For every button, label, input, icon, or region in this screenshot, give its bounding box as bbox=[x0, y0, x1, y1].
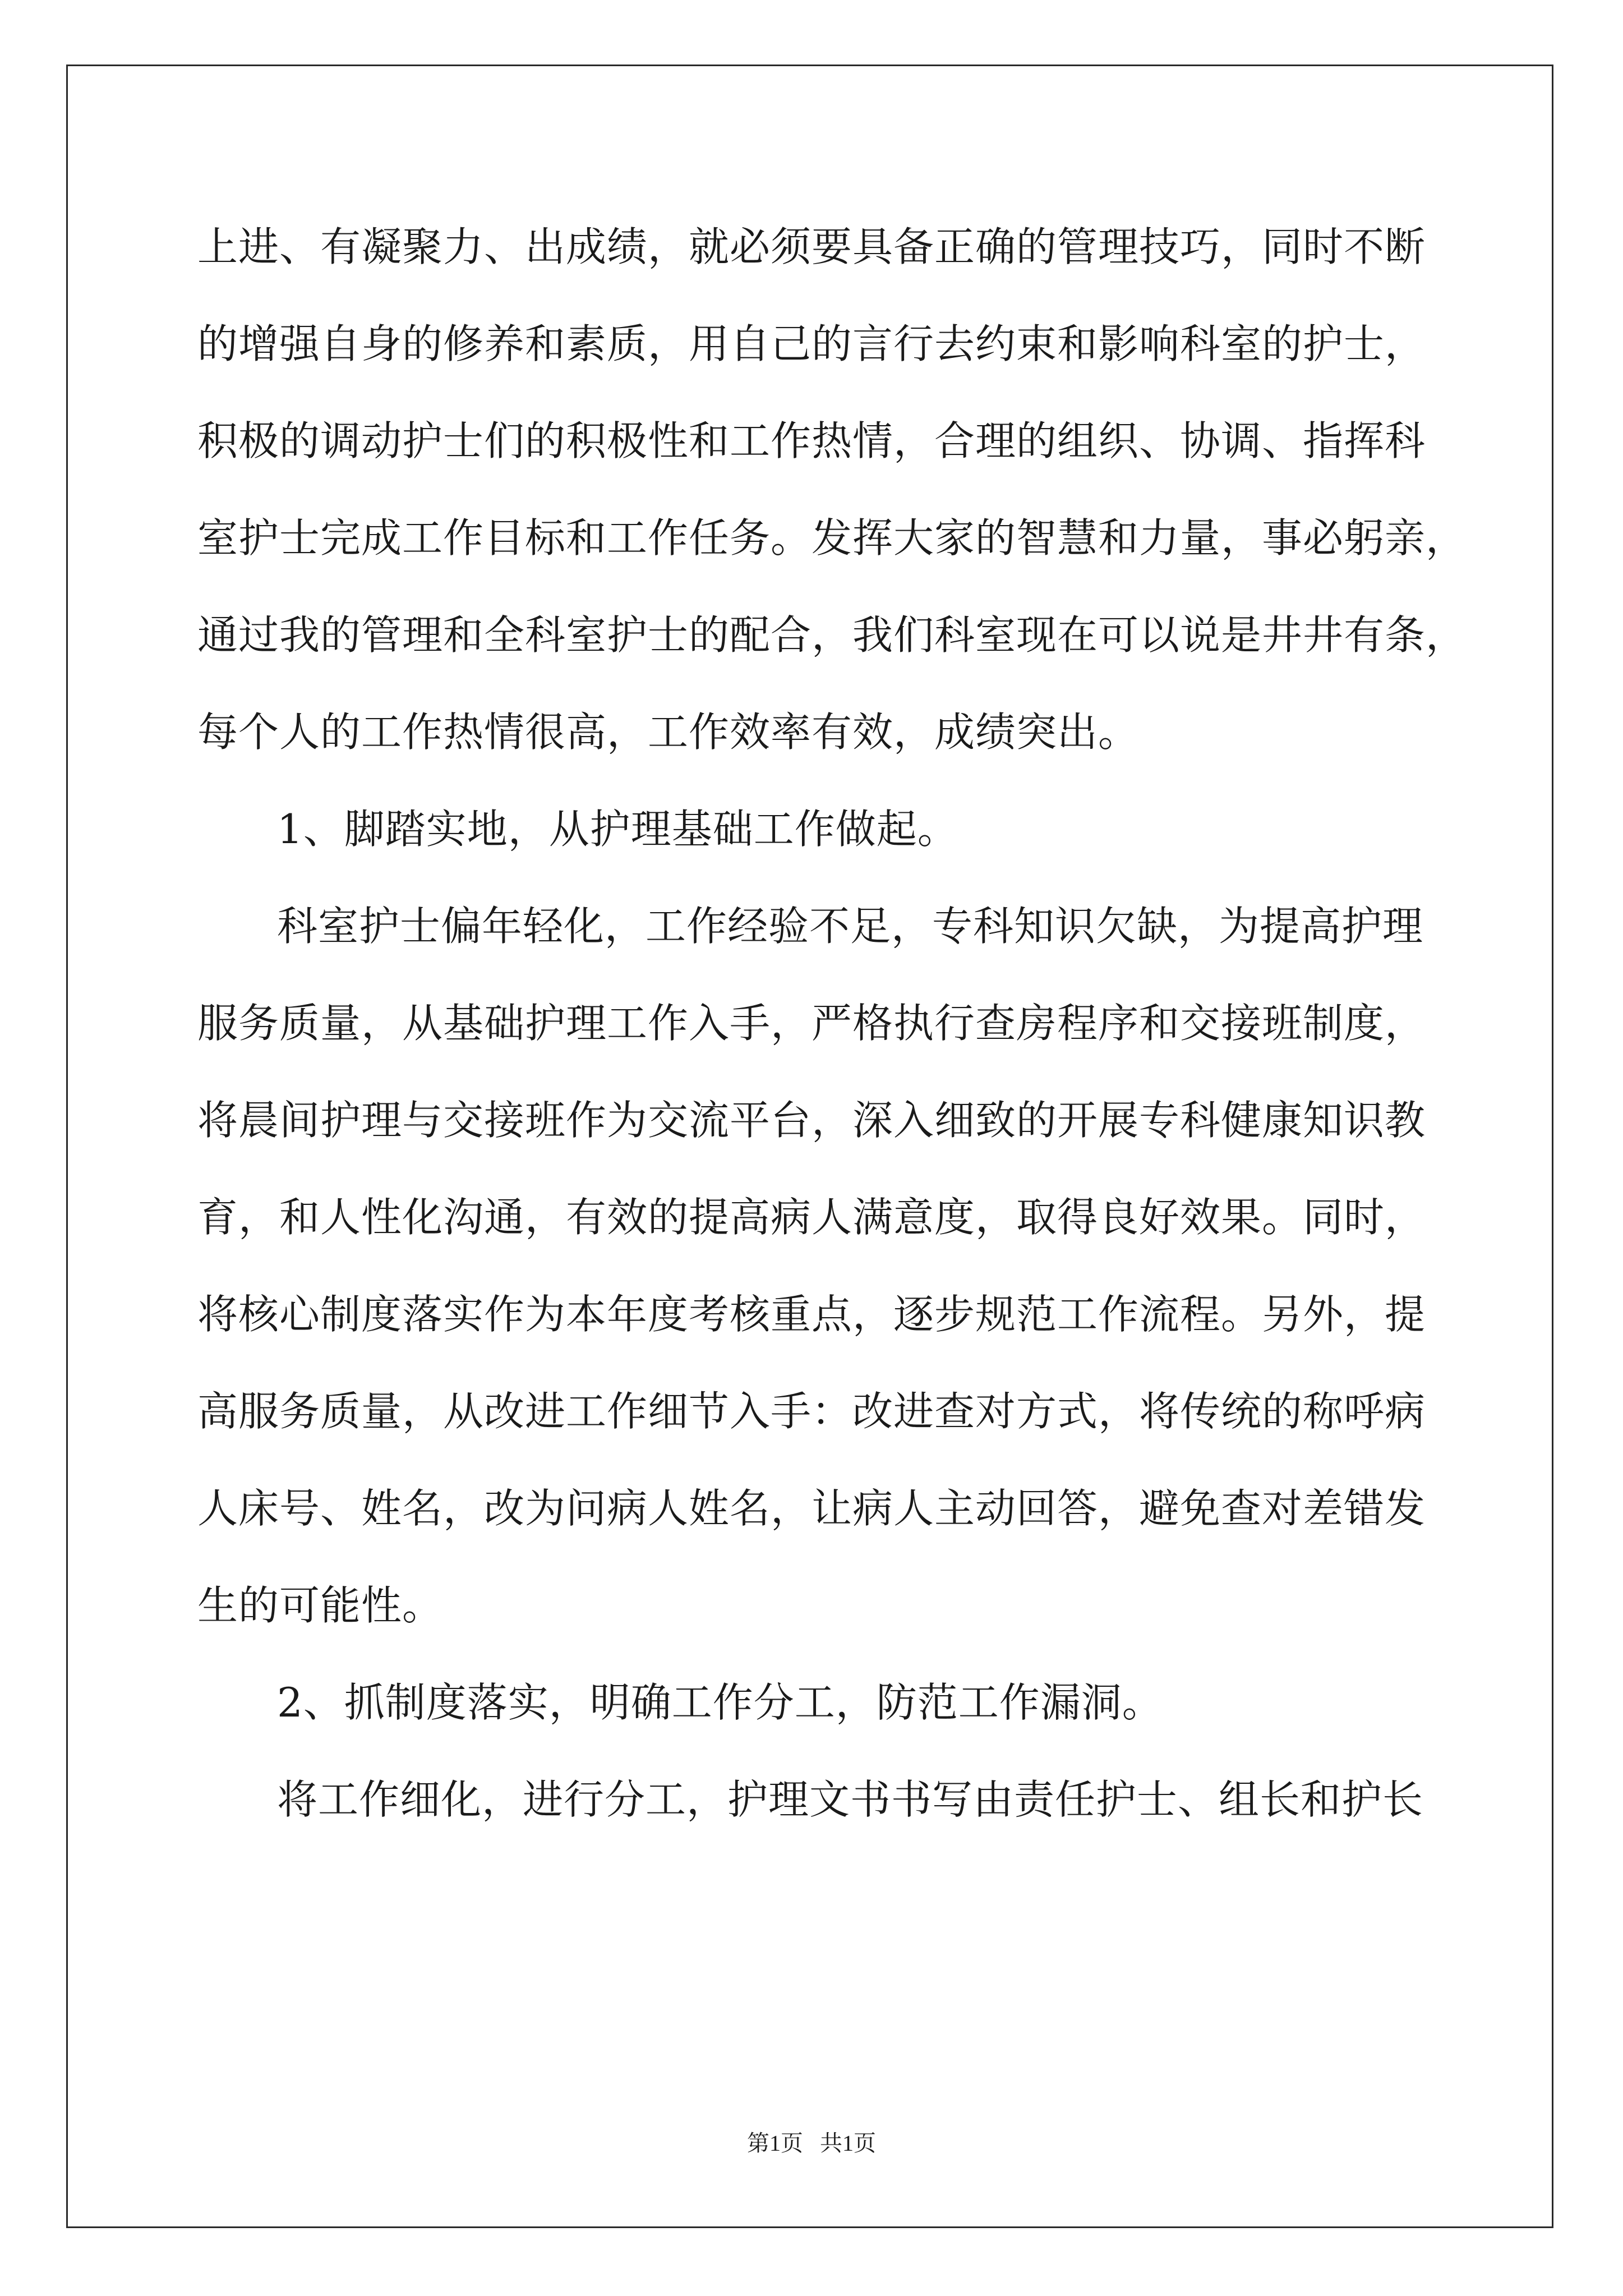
section-heading-2: 2、抓制度落实，明确工作分工，防范工作漏洞。 bbox=[277, 1679, 1163, 1726]
paragraph-line: 高服务质量，从改进工作细节入手：改进查对方式，将传统的称呼病 bbox=[197, 1388, 1426, 1435]
paragraph-line: 每个人的工作热情很高，工作效率有效，成绩突出。 bbox=[197, 708, 1140, 756]
paragraph-line: 通过我的管理和全科室护士的配合，我们科室现在可以说是井井有条， bbox=[197, 611, 1467, 659]
page-number-footer: 第1页 共1页 bbox=[747, 2131, 876, 2156]
paragraph-line: 将工作细化，进行分工，护理文书书写由责任护士、组长和护长 bbox=[277, 1776, 1424, 1823]
paragraph-line: 上进、有凝聚力、出成绩，就必须要具备正确的管理技巧，同时不断 bbox=[197, 223, 1426, 270]
paragraph-line: 将核心制度落实作为本年度考核重点，逐步规范工作流程。另外，提 bbox=[197, 1291, 1426, 1338]
section-heading-1: 1、脚踏实地，从护理基础工作做起。 bbox=[277, 806, 958, 853]
paragraph-line: 将晨间护理与交接班作为交流平台，深入细致的开展专科健康知识教 bbox=[197, 1097, 1426, 1144]
paragraph-line: 生的可能性。 bbox=[197, 1582, 444, 1629]
paragraph-line: 科室护士偏年轻化，工作经验不足，专科知识欠缺，为提高护理 bbox=[277, 903, 1424, 950]
paragraph-line: 的增强自身的修养和素质，用自己的言行去约束和影响科室的护士， bbox=[197, 320, 1426, 367]
paragraph-line: 服务质量，从基础护理工作入手，严格执行查房程序和交接班制度， bbox=[197, 1000, 1426, 1047]
paragraph-line: 室护士完成工作目标和工作任务。发挥大家的智慧和力量，事必躬亲， bbox=[197, 514, 1467, 562]
paragraph-line: 育，和人性化沟通，有效的提高病人满意度，取得良好效果。同时， bbox=[197, 1194, 1426, 1241]
paragraph-line: 人床号、姓名，改为问病人姓名，让病人主动回答，避免查对差错发 bbox=[197, 1485, 1426, 1532]
paragraph-line: 积极的调动护士们的积极性和工作热情，合理的组织、协调、指挥科 bbox=[197, 417, 1426, 464]
